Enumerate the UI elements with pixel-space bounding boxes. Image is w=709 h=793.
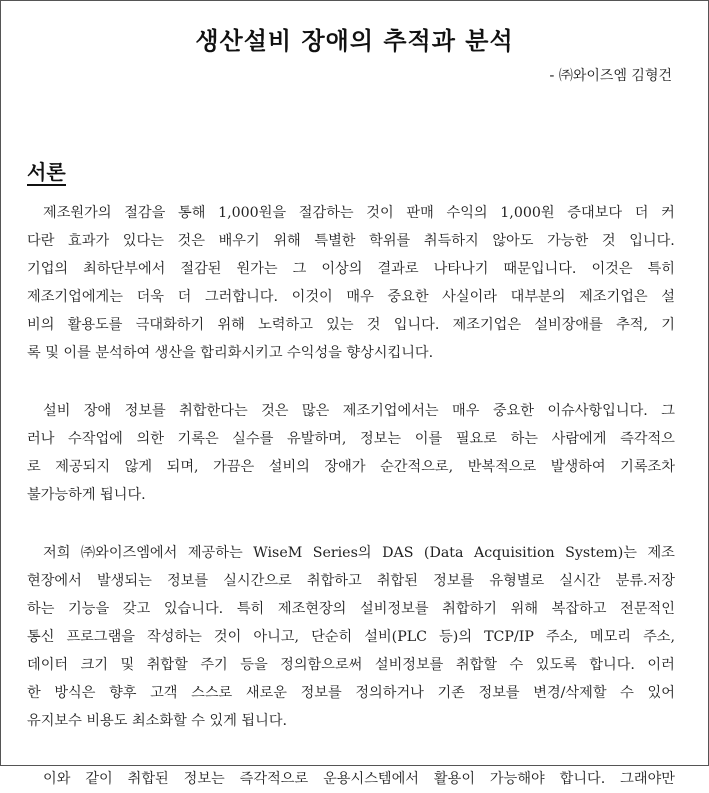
document-author: - ㈜와이즈엠 김형건 xyxy=(549,68,672,84)
text-line: 비의 활용도를 극대화하기 위해 노력하고 있는 것 입니다. 제조기업은 설비장애를 추적, 기 xyxy=(27,317,675,333)
text-line: 현장에서 발생되는 정보를 실시간으로 취합하고 취합된 정보를 유형별로 실시간 분류.저장 xyxy=(27,573,675,589)
text-line: 데이터 크기 및 취합할 주기 등을 정의함으로써 설비정보를 취합할 수 있도록 합니다. 이러 xyxy=(27,657,675,673)
section-heading: 서론 xyxy=(27,160,66,184)
text-line: 한 방식은 향후 고객 스스로 새로운 정보를 정의하거나 기존 정보를 변경/삭제할 수 있어 xyxy=(27,685,675,701)
text-line: 하는 기능을 갖고 있습니다. 특히 제조현장의 설비정보를 취합하기 위해 복잡하고 전문적인 xyxy=(27,601,675,617)
paragraph-gap xyxy=(27,367,675,397)
paragraph-gap xyxy=(27,509,675,539)
paragraph xyxy=(27,539,675,735)
text-line: 로 제공되지 않게 되며, 가끔은 설비의 장애가 순간적으로, 반복적으로 발생하여 기록조차 xyxy=(27,459,675,475)
text-line: 유지보수 비용도 최소화할 수 있게 됩니다. xyxy=(27,713,288,729)
text-line: 설비 장애 정보를 취합한다는 것은 많은 제조기업에서는 매우 중요한 이슈사항입니다. 그 xyxy=(43,403,675,419)
paragraph-gap xyxy=(27,735,675,765)
text-line: 제조기업에게는 더욱 더 그러합니다. 이것이 매우 중요한 사실이라 대부분의 제조기업은 설 xyxy=(27,289,675,305)
text-line: 기업의 최하단부에서 절감된 원가는 그 이상의 결과로 나타나기 때문입니다. 이것은 특히 xyxy=(27,261,675,277)
text-line: 이와 같이 취합된 정보는 즉각적으로 운용시스템에서 활용이 가능해야 합니다. 그래야만 xyxy=(43,771,675,787)
text-line: 제조원가의 절감을 통해 1,000원을 절감하는 것이 판매 수익의 1,000원 증대보다 더 커 xyxy=(43,205,675,221)
paragraph xyxy=(27,397,675,509)
text-line: 불가능하게 됩니다. xyxy=(27,487,146,503)
document-title: 생산설비 장애의 추적과 분석 xyxy=(195,27,514,55)
document-body xyxy=(27,199,675,793)
text-line: 통신 프로그램을 작성하는 것이 아니고, 단순히 설비(PLC 등)의 TCP/IP 주소, 메모리 주소, xyxy=(27,629,675,645)
paragraph xyxy=(27,765,675,793)
text-line: 저희 ㈜와이즈엠에서 제공하는 WiseM Series의 DAS (Data Acquisition System)는 제조 xyxy=(43,545,675,561)
paragraph xyxy=(27,199,675,367)
text-line: 러나 수작업에 의한 기록은 실수를 유발하며, 정보는 이를 필요로 하는 사람에게 즉각적으 xyxy=(27,431,675,447)
text-line: 록 및 이를 분석하여 생산을 합리화시키고 수익성을 향상시킵니다. xyxy=(27,345,434,361)
text-line: 다란 효과가 있다는 것은 배우기 위해 특별한 학위를 취득하지 않아도 가능한 것 입니다. xyxy=(27,233,675,249)
